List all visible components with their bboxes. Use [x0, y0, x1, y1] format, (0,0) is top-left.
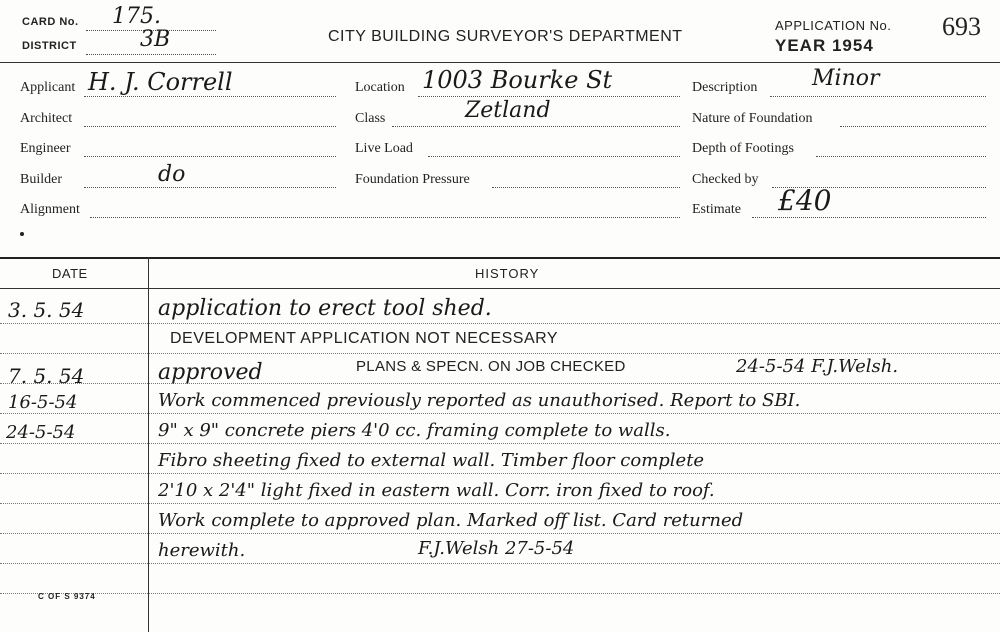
class-value: Zetland	[465, 98, 551, 123]
location-label: Location	[355, 80, 405, 95]
card-no-label: CARD No.	[22, 16, 79, 28]
history-date: 24-5-54	[6, 422, 76, 443]
history-signature: F.J.Welsh 27-5-54	[418, 538, 575, 559]
header-divider	[0, 62, 1000, 63]
foundation-pressure-label: Foundation Pressure	[355, 172, 470, 187]
history-header: HISTORY	[475, 266, 540, 281]
history-entry: application to erect tool shed.	[158, 296, 492, 321]
date-header: DATE	[52, 266, 88, 281]
history-date: 3. 5. 54	[8, 298, 85, 322]
history-entry: approved	[158, 360, 263, 385]
development-stamp: DEVELOPMENT APPLICATION NOT NECESSARY	[170, 330, 559, 347]
nature-of-foundation-label: Nature of Foundation	[692, 111, 813, 126]
date-column-divider	[148, 257, 149, 632]
form-code: C OF S 9374	[38, 592, 96, 601]
applicant-value: H. J. Correll	[88, 68, 233, 96]
class-label: Class	[355, 111, 386, 126]
description-label: Description	[692, 80, 758, 95]
application-number: 693	[942, 12, 981, 41]
engineer-label: Engineer	[20, 141, 71, 156]
history-entry: Work commenced previously reported as unauthorised. Report to SBI.	[158, 390, 801, 411]
builder-value: do	[158, 162, 186, 187]
history-top-rule	[0, 257, 1000, 259]
checked-by-label: Checked by	[692, 172, 759, 187]
description-value: Minor	[812, 66, 880, 91]
plans-checked-stamp: PLANS & SPECN. ON JOB CHECKED	[356, 358, 626, 375]
card-no-value: 175.	[112, 4, 161, 29]
alignment-label: Alignment	[20, 202, 80, 217]
history-entry: 9" x 9" concrete piers 4'0 cc. framing complete to walls.	[158, 420, 671, 441]
history-entry: 2'10 x 2'4" light fixed in eastern wall. Corr. iron fixed to roof.	[158, 480, 715, 501]
history-entry: Work complete to approved plan. Marked off list. Card returned	[158, 510, 744, 531]
history-entry: Fibro sheeting fixed to external wall. Timber floor complete	[158, 450, 705, 471]
live-load-label: Live Load	[355, 141, 413, 156]
history-date: 16-5-54	[8, 392, 78, 413]
depth-of-footings-label: Depth of Footings	[692, 141, 794, 156]
punch-dot	[20, 232, 24, 236]
history-header-rule	[0, 288, 1000, 289]
department-title: CITY BUILDING SURVEYOR'S DEPARTMENT	[328, 28, 683, 45]
district-value: 3B	[140, 27, 171, 52]
architect-label: Architect	[20, 111, 73, 126]
estimate-label: Estimate	[692, 202, 741, 217]
year-label: YEAR 1954	[775, 36, 874, 55]
history-signature: 24-5-54 F.J.Welsh.	[736, 356, 899, 377]
location-value: 1003 Bourke St	[422, 66, 613, 94]
builder-label: Builder	[20, 172, 62, 187]
history-entry: herewith.	[158, 540, 246, 561]
application-no-label: APPLICATION No.	[775, 18, 892, 33]
estimate-value: £40	[778, 184, 832, 217]
history-date: 7. 5. 54	[8, 364, 85, 388]
district-label: DISTRICT	[22, 40, 77, 52]
applicant-label: Applicant	[20, 80, 76, 95]
